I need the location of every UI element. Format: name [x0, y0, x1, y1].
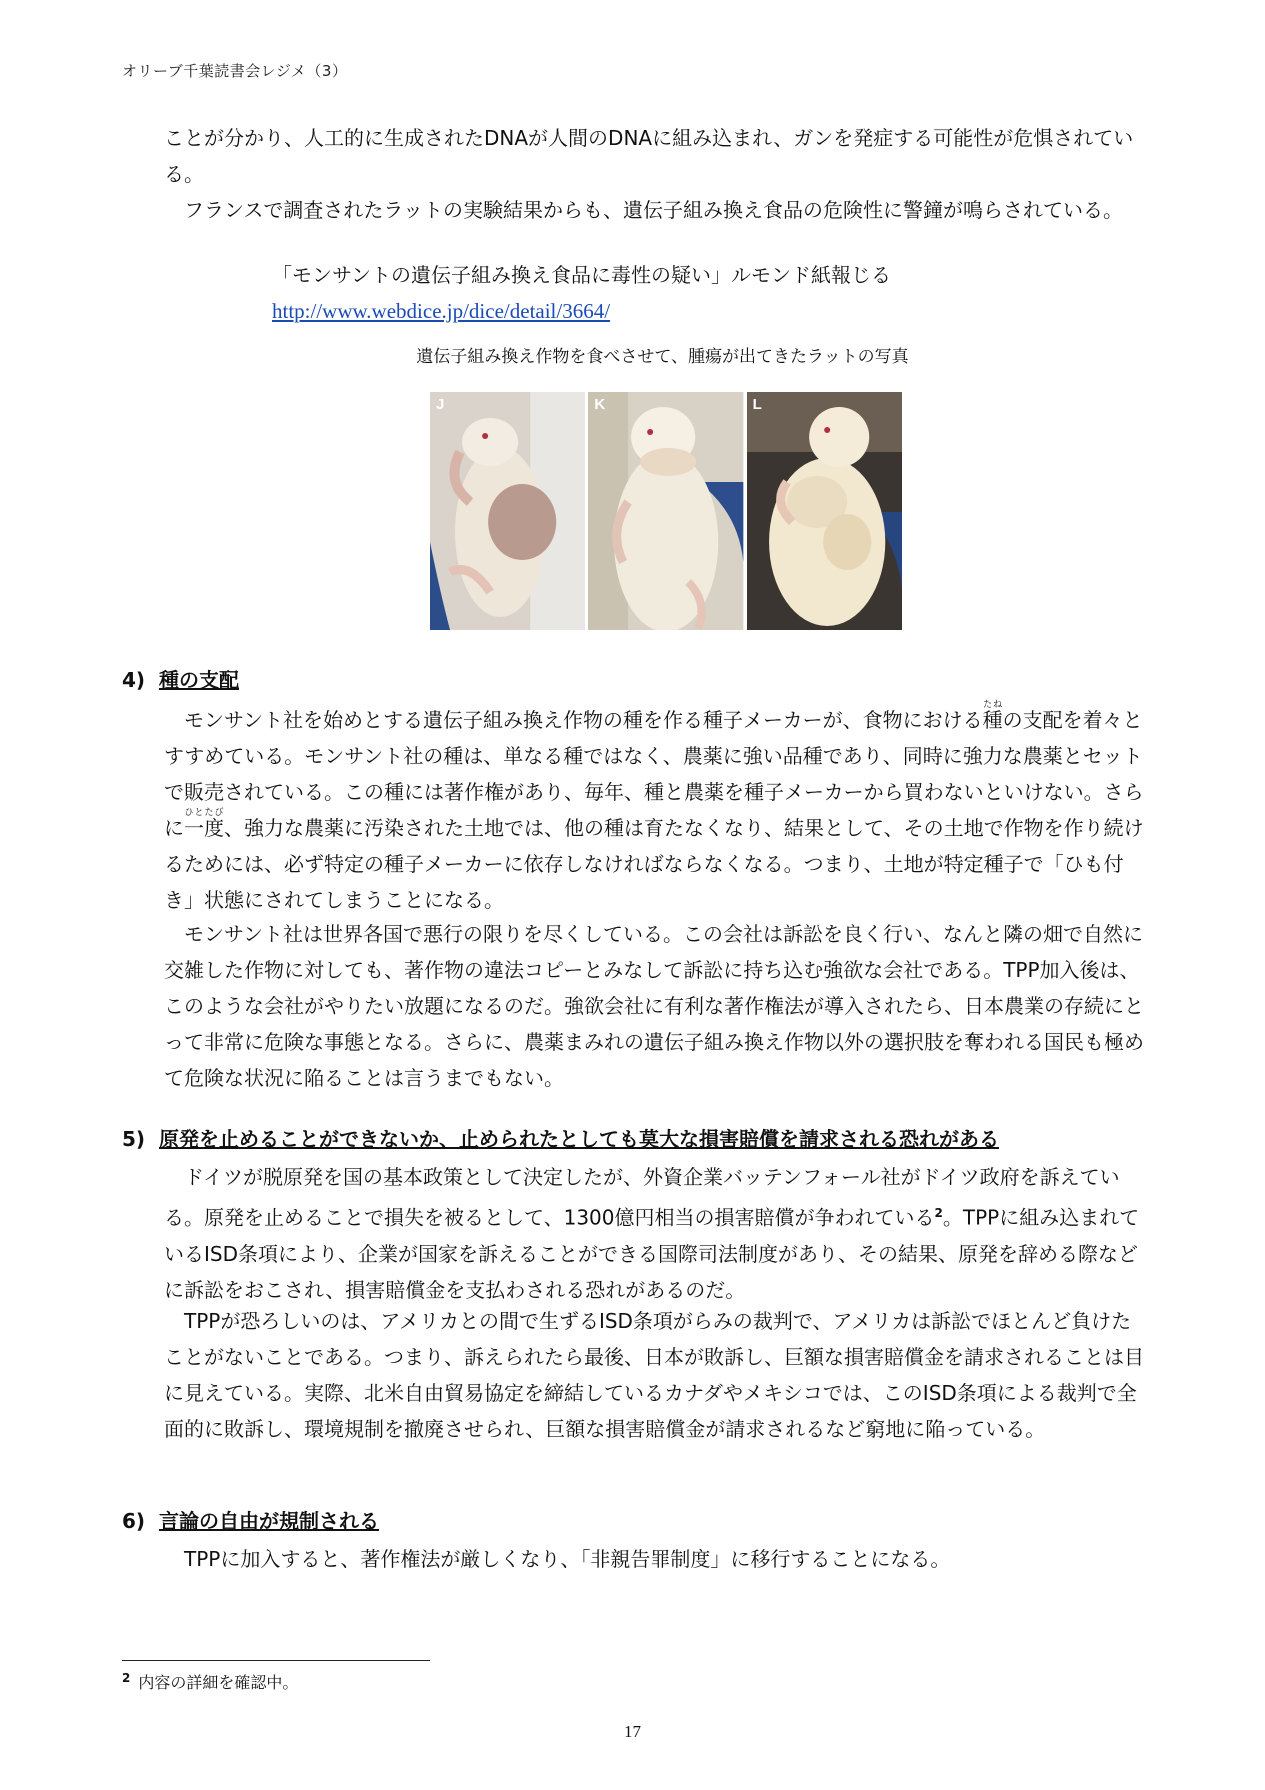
page-number: 17	[624, 1722, 641, 1741]
rat-photo-l	[747, 392, 902, 630]
ruby-tane-reading: たね	[982, 700, 1003, 710]
ruby-hitotabi	[184, 808, 224, 840]
section-4-p1-text-c: 、強力な農薬に汚染された土地では、他の種は育たなくなり、結果として、その土地で作物を作り続けるためには、必ず特定の種子メーカーに依存しなければならなくなる。つまり、土地が特定種子で「ひも付き」状態にされてしまうことになる。	[164, 816, 1144, 912]
footnote-text: 内容の詳細を確認中。	[138, 1673, 299, 1692]
ruby-hitotabi-base: 一度	[184, 816, 224, 840]
ruby-tane	[982, 700, 1003, 732]
section-4-p1-text-a: モンサント社を始めとする遺伝子組み換え作物の種を作る種子メーカーが、食物における	[184, 708, 983, 732]
section-5-paragraph-1	[164, 1159, 1146, 1308]
section-6-title: 言論の自由が規制される	[159, 1509, 379, 1533]
intro-paragraph-2: フランスで調査されたラットの実験結果からも、遺伝子組み換え食品の危険性に警鐘が鳴らされている。	[184, 198, 1123, 222]
section-5-p1-text-b: 。TPPに組み込まれているISD条項により、企業が国家を訴えることができる国際司法制度があり、その結果、原発を辞める際などに訴訟をおこされ、損害賠償金を支払わされる恐れがあるのだ。	[164, 1205, 1140, 1302]
citation-link[interactable]: http://www.webdice.jp/dice/detail/3664/	[272, 299, 611, 323]
section-4-heading	[122, 664, 239, 693]
panel-label-j: J	[436, 396, 445, 413]
panel-label-k: K	[594, 396, 606, 413]
photo-panel-j	[430, 392, 585, 630]
footnote-divider	[122, 1660, 430, 1661]
photo-panel-l	[747, 392, 902, 630]
section-6-paragraph-1: TPPに加入すると、著作権法が厳しくなり、「非親告罪制度」に移行することになる。	[184, 1547, 951, 1571]
rat-photo-k	[588, 392, 743, 630]
section-6-number: 6)	[122, 1509, 146, 1533]
panel-label-l: L	[752, 396, 762, 413]
section-5-number: 5)	[122, 1127, 146, 1151]
rat-photo-j	[430, 392, 585, 630]
section-6-heading	[122, 1505, 379, 1534]
section-4-p1-text-b: の支配を着々とすすめている。モンサント社の種は、単なる種ではなく、農薬に強い品種であり、同時に強力な農薬とセットで販売されている。この種には著作権があり、毎年、種と農薬を種子メーカーから買わないといけない。さらに	[164, 708, 1144, 840]
section-5-paragraph-2: TPPが恐ろしいのは、アメリカとの間で生ずるISD条項がらみの裁判で、アメリカは訴訟でほとんど負けたことがないことである。つまり、訴えられたら最後、日本が敗訴し、巨額な損害賠償金を請求されることは目に見えている。実際、北米自由貿易協定を締結しているカナダやメキシコでは、このISD条項による裁判で全面的に敗訴し、環境規制を撤廃させられ、巨額な損害賠償金が請求されるなど窮地に陥っている。	[164, 1309, 1144, 1441]
ruby-hitotabi-reading: ひとたび	[184, 808, 224, 818]
section-4-paragraph-1	[164, 700, 1146, 918]
rat-photo-figure	[430, 392, 902, 630]
citation-title: 「モンサントの遺伝子組み換え食品に毒性の疑い」ルモンド紙報じる	[272, 263, 891, 287]
intro-paragraph-1: ことが分かり、人工的に生成されたDNAが人間のDNAに組み込まれ、ガンを発症する可能性が危惧されている。	[164, 126, 1134, 186]
footnote-ref-2[interactable]: 2	[934, 1206, 943, 1220]
section-4-number: 4)	[122, 668, 146, 692]
running-header: オリーブ千葉読書会レジメ（3）	[122, 62, 348, 80]
section-4-title: 種の支配	[159, 668, 239, 692]
footnote	[122, 1670, 298, 1693]
section-5-title: 原発を止めることができないか、止められたとしても莫大な損害賠償を請求される恐れがある	[159, 1127, 999, 1151]
ruby-tane-base: 種	[982, 708, 1003, 732]
figure-caption: 遺伝子組み換え作物を食べさせて、腫瘍が出てきたラットの写真	[416, 347, 909, 367]
section-5-heading	[122, 1123, 999, 1152]
footnote-mark: 2	[122, 1670, 131, 1685]
section-4-paragraph-2: モンサント社は世界各国で悪行の限りを尽くしている。この会社は訴訟を良く行い、なんと隣の畑で自然に交雑した作物に対しても、著作物の違法コピーとみなして訴訟に持ち込む強欲な会社である。TPP加入後は、このような会社がやりたい放題になるのだ。強欲会社に有利な著作権法が導入されたら、日本農業の存続にとって非常に危険な事態となる。さらに、農薬まみれの遺伝子組み換え作物以外の選択肢を奪われる国民も極めて危険な状況に陥ることは言うまでもない。	[164, 922, 1144, 1090]
photo-panel-k	[588, 392, 743, 630]
section-5-p1-text-a: ドイツが脱原発を国の基本政策として決定したが、外資企業バッテンフォール社がドイツ政府を訴えている。原発を止めることで損失を被るとして、1300億円相当の損害賠償が争われている	[164, 1165, 1120, 1230]
